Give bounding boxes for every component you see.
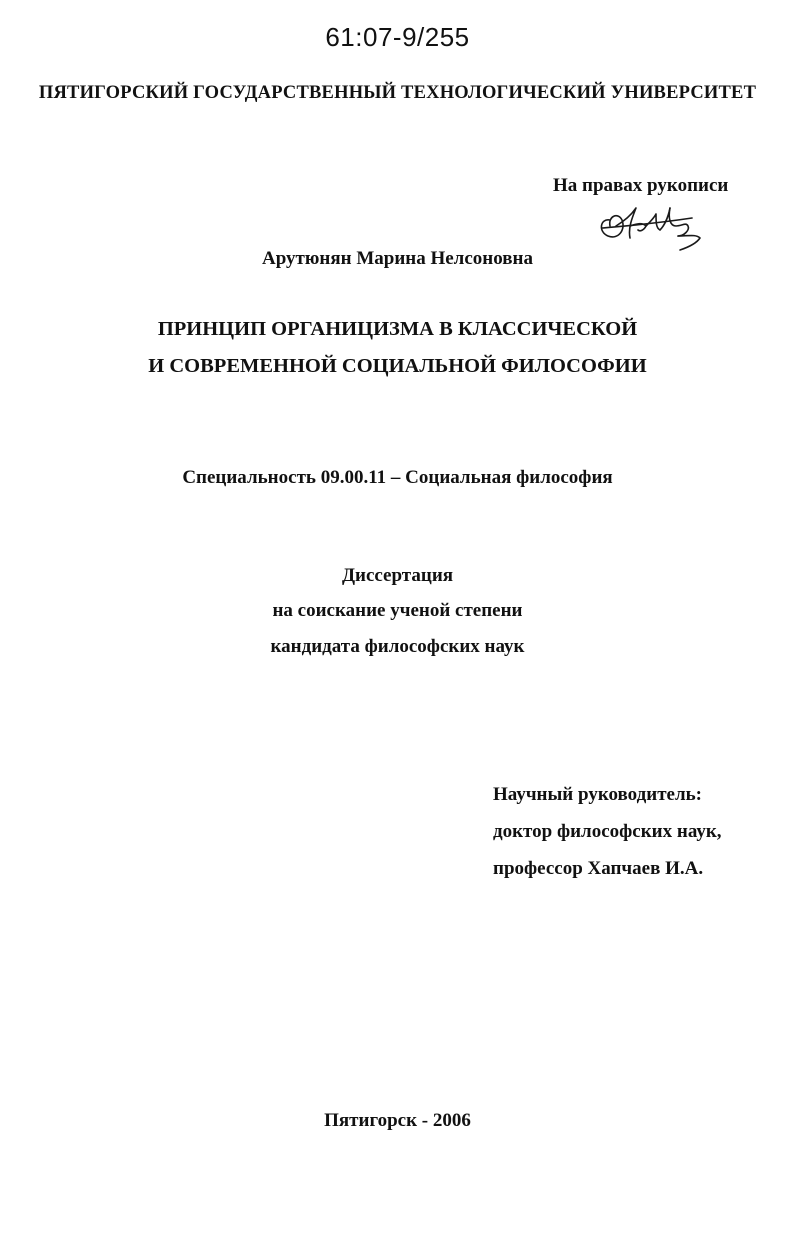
city-year: Пятигорск - 2006 bbox=[324, 1110, 471, 1131]
manuscript-rights-note: На правах рукописи bbox=[553, 175, 729, 196]
dissertation-title-line-2: И СОВРЕМЕННОЙ СОЦИАЛЬНОЙ ФИЛОСОФИИ bbox=[148, 355, 647, 377]
university-name: ПЯТИГОРСКИЙ ГОСУДАРСТВЕННЫЙ ТЕХНОЛОГИЧЕСКИЙ УНИВЕРСИТЕТ bbox=[38, 83, 757, 103]
author-name: Арутюнян Марина Нелсоновна bbox=[262, 248, 533, 269]
dissertation-field: кандидата философских наук bbox=[270, 636, 525, 657]
specialty: Специальность 09.00.11 – Социальная философия bbox=[182, 467, 613, 488]
handwritten-signature bbox=[596, 196, 706, 252]
dissertation-type: Диссертация bbox=[341, 565, 454, 586]
supervisor-label: Научный руководитель: bbox=[493, 784, 702, 805]
supervisor-degree: доктор философских наук, bbox=[493, 821, 722, 842]
catalog-code: 61:07-9/255 bbox=[325, 22, 470, 52]
dissertation-title-line-1: ПРИНЦИП ОРГАНИЦИЗМА В КЛАССИЧЕСКОЙ bbox=[157, 318, 638, 340]
supervisor-name: профессор Хапчаев И.А. bbox=[493, 858, 704, 879]
dissertation-degree: на соискание ученой степени bbox=[272, 600, 523, 621]
